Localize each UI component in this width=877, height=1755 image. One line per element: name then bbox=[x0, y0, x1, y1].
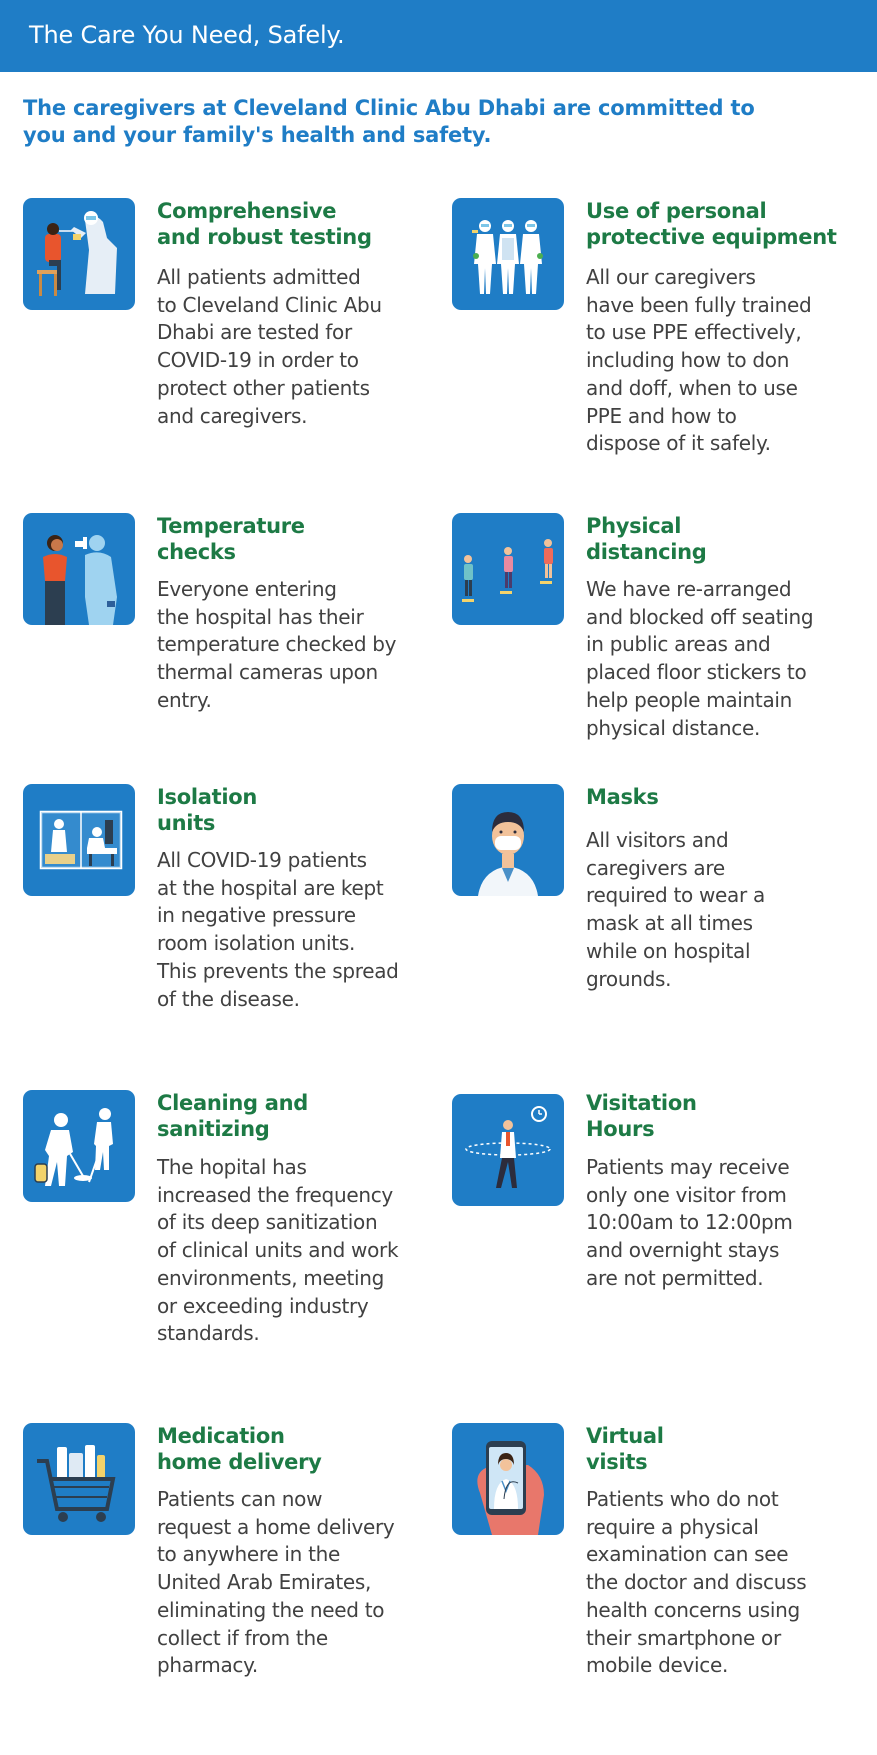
card-masks bbox=[452, 784, 872, 1004]
masked-doctor-icon bbox=[452, 784, 564, 896]
card-ppe bbox=[452, 198, 872, 468]
card-isolation bbox=[23, 784, 443, 1024]
card-body: We have re-arranged and blocked off seating in public areas and placed floor stickers to help people maintain physical distance. bbox=[586, 577, 814, 740]
card-body: Everyone entering the hospital has their temperature checked by thermal cameras upon entry. bbox=[157, 577, 397, 712]
header-title: The Care You Need, Safely. bbox=[29, 21, 345, 49]
card-testing bbox=[23, 198, 443, 438]
physical-distancing-icon bbox=[452, 513, 564, 625]
card-body: Patients may receive only one visitor from 10:00am to 12:00pm and overnight stays are not permitted. bbox=[586, 1155, 793, 1290]
card-body: All visitors and caregivers are required to wear a mask at all times while on hospital grounds. bbox=[586, 828, 765, 991]
card-virtual bbox=[452, 1423, 872, 1683]
card-title: Masks bbox=[586, 785, 659, 809]
card-body: Patients can now request a home delivery to anywhere in the United Arab Emirates, eliminating the need to collect if from the pharmacy. bbox=[157, 1487, 395, 1678]
card-title: Cleaning and sanitizing bbox=[157, 1091, 309, 1141]
card-body: All patients admitted to Cleveland Clinic Abu Dhabi are tested for COVID-19 in order to protect other patients and caregivers. bbox=[157, 265, 382, 428]
card-medication bbox=[23, 1423, 443, 1683]
card-body: All COVID-19 patients at the hospital are kept in negative pressure room isolation units. This prevents the spread of the disease. bbox=[157, 848, 399, 1011]
card-title: Virtual visits bbox=[586, 1424, 664, 1474]
temperature-check-icon bbox=[23, 513, 135, 625]
card-title: Medication home delivery bbox=[157, 1424, 322, 1474]
cleaning-icon bbox=[23, 1090, 135, 1202]
card-body: Patients who do not require a physical examination can see the doctor and discuss health concerns using their smartphone or mobile device. bbox=[586, 1487, 807, 1678]
card-title: Comprehensive and robust testing bbox=[157, 199, 372, 249]
card-title: Physical distancing bbox=[586, 514, 707, 564]
visitor-clock-icon bbox=[452, 1094, 564, 1206]
card-cleaning bbox=[23, 1090, 443, 1350]
card-title: Visitation Hours bbox=[586, 1091, 697, 1141]
covid-testing-icon bbox=[23, 198, 135, 310]
card-distancing bbox=[452, 513, 872, 743]
card-title: Isolation units bbox=[157, 785, 258, 835]
card-body: The hopital has increased the frequency of its deep sanitization of clinical units and work environments, meeting or exceeding industry standards. bbox=[157, 1155, 399, 1346]
card-temperature bbox=[23, 513, 443, 713]
card-body: All our caregivers have been fully trained to use PPE effectively, including how to don and doff, when to use PPE and how to dispose of it safely. bbox=[586, 265, 812, 456]
intro-text bbox=[23, 95, 783, 149]
card-title: Temperature checks bbox=[157, 514, 305, 564]
smartphone-doctor-icon bbox=[452, 1423, 564, 1535]
card-title: Use of personal protective equipment bbox=[586, 199, 837, 249]
intro-line: The caregivers at Cleveland Clinic Abu Dhabi are committed to bbox=[23, 96, 755, 120]
ppe-icon bbox=[452, 198, 564, 310]
header-bar bbox=[0, 0, 877, 72]
isolation-unit-icon bbox=[23, 784, 135, 896]
card-visitation bbox=[452, 1090, 872, 1310]
intro-line: you and your family's health and safety. bbox=[23, 123, 492, 147]
medication-cart-icon bbox=[23, 1423, 135, 1535]
